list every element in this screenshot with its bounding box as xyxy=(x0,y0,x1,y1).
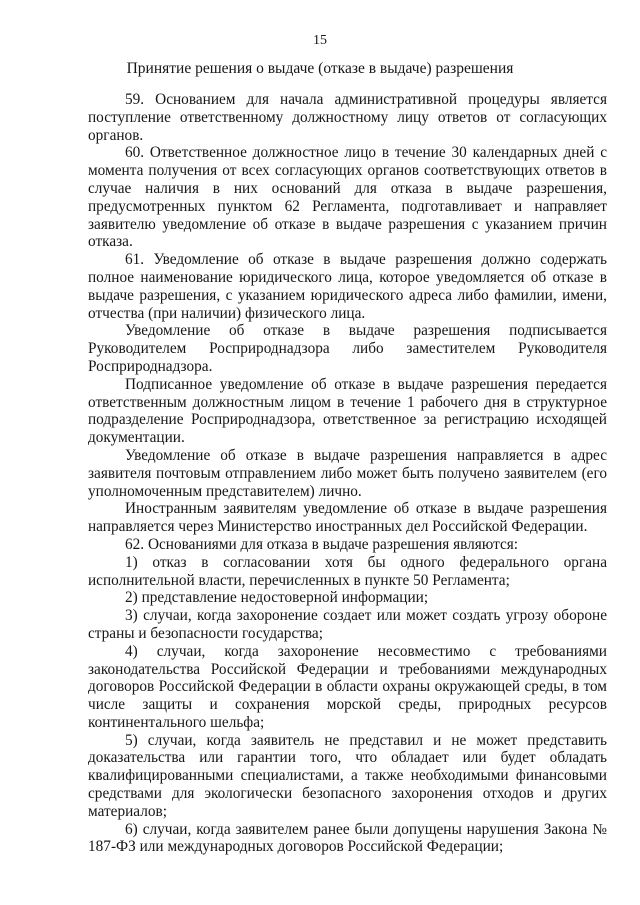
paragraph-delivery: Уведомление об отказе в выдаче разрешения направляется в адрес заявителя почтовым отправлением либо может быть получено заявителем (его уполномоченным представителем) лично. xyxy=(88,446,607,500)
list-item-4: 4) случаи, когда захоронение несовместимо с требованиями законодательства Российской Федерации и требованиями международных договоров Российской Федерации в области охраны окружающей среды, в том числе защиты и сохранения морской среды, природных ресурсов континентального шельфа; xyxy=(88,642,607,731)
paragraph-62: 62. Основаниями для отказа в выдаче разрешения являются: xyxy=(125,535,519,553)
list-item-2: 2) представление недостоверной информации; xyxy=(125,589,429,607)
list-item-1: 1) отказ в согласовании хотя бы одного федерального органа исполнительной власти, перечисленных в пункте 50 Регламента; xyxy=(88,553,607,589)
document-body xyxy=(88,91,607,856)
paragraph-foreign-applicants: Иностранным заявителям уведомление об отказе в выдаче разрешения направляется через Министерство иностранных дел Российской Федерации. xyxy=(88,500,607,536)
section-title: Принятие решения о выдаче (отказе в выдаче) разрешения xyxy=(126,60,514,77)
paragraph-61: 61. Уведомление об отказе в выдаче разрешения должно содержать полное наименование юридического лица, которое уведомляется об отказе в выдаче разрешения, с указанием юридического адреса либо фамилии, имени, отчества (при наличии) физического лица. xyxy=(88,251,607,322)
list-item-6: 6) случаи, когда заявителем ранее были допущены нарушения Закона № 187-ФЗ или международных договоров Российской Федерации; xyxy=(88,820,607,856)
paragraph-59: 59. Основанием для начала административной процедуры является поступление ответственному должностному лицу ответов от согласующих органов. xyxy=(88,91,607,144)
page-number: 15 xyxy=(313,33,327,48)
paragraph-transfer: Подписанное уведомление об отказе в выдаче разрешения передается ответственным должностным лицом в течение 1 рабочего дня в структурное подразделение Росприроднадзора, ответственное за регистрацию исходящей документации. xyxy=(88,375,607,447)
paragraph-60: 60. Ответственное должностное лицо в течение 30 календарных дней с момента получения от всех согласующих органов соответствующих ответов в случае наличия в них оснований для отказа в выдаче разрешения, предусмотренных пунктом 62 Регламента, подготавливает и направляет заявителю уведомление об отказе в выдаче разрешения с указанием причин отказа. xyxy=(88,144,607,251)
list-item-5: 5) случаи, когда заявитель не представил и не может представить доказательства или гарантии того, что обладает или будет обладать квалифицированными специалистами, а также необходимыми финансовыми средствами для экологически безопасного захоронения отходов и других материалов; xyxy=(88,731,607,820)
list-item-3: 3) случаи, когда захоронение создает или может создать угрозу обороне страны и безопасности государства; xyxy=(88,607,607,642)
paragraph-signing: Уведомление об отказе в выдаче разрешения подписывается Руководителем Росприроднадзора либо заместителем Руководителя Росприроднадзора. xyxy=(88,322,607,375)
